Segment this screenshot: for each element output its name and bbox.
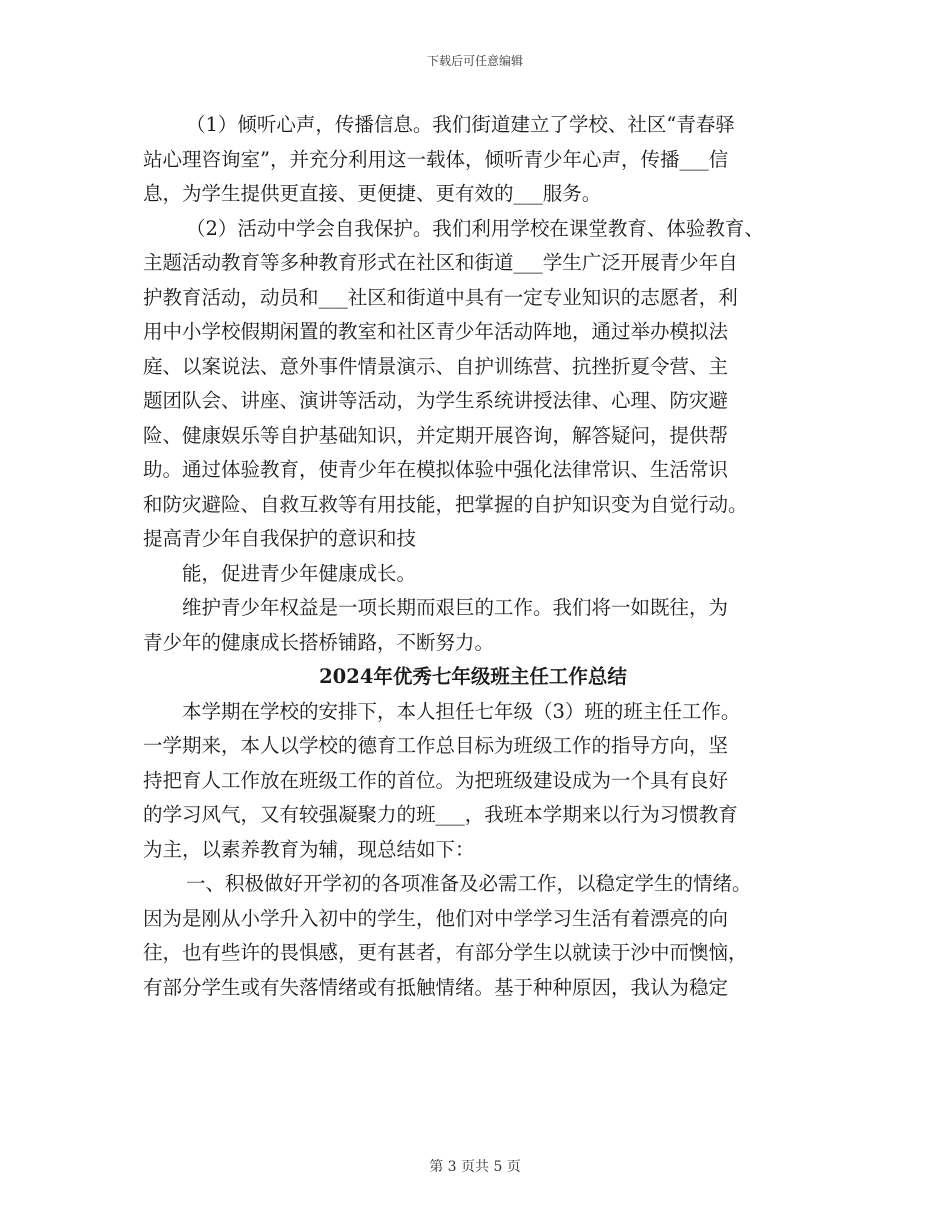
page-header: 下载后可任意编辑 [426, 54, 523, 68]
paragraph-line: 的学习风气，又有较强凝聚力的班___，我班本学期来以行为习惯教育 [143, 803, 738, 826]
page-footer: 第 3 页共 5 页 [429, 1159, 521, 1175]
paragraph-line: 能，促进青少年健康成长。 [182, 561, 417, 585]
paragraph-line: 站心理咨询室”，并充分利用这一载体，倾听青少年心声，传播___信 [143, 147, 729, 171]
paragraph-line: 因为是刚从小学升入初中的学生，他们对中学学习生活有着漂亮的向 [143, 906, 729, 930]
paragraph-line: 主题活动教育等多种教育形式在社区和街道___学生广泛开展青少年自 [143, 251, 738, 274]
paragraph-line: 护教育活动，动员和___社区和街道中具有一定专业知识的志愿者，利 [143, 285, 738, 309]
paragraph-line: 有部分学生或有失落情绪或有抵触情绪。基于种种原因，我认为稳定 [143, 975, 729, 999]
paragraph-line: 青少年的健康成长搭桥铺路，不断努力。 [143, 630, 495, 654]
paragraph-line: 为主，以素养教育为辅，现总结如下： [143, 837, 475, 861]
paragraph-line: 险、健康娱乐等自护基础知识，并定期开展咨询，解答疑问，提供帮 [143, 423, 729, 447]
paragraph-line: （2）活动中学会自我保护。我们利用学校在课堂教育、体验教育、 [186, 216, 764, 240]
section-title: 2024年优秀七年级班主任工作总结 [319, 665, 627, 688]
paragraph-line: 用中小学校假期闲置的教室和社区青少年活动阵地，通过举办模拟法 [143, 320, 729, 343]
paragraph-line: 题团队会、讲座、演讲等活动，为学生系统讲授法律、心理、防灾避 [143, 389, 729, 412]
paragraph-line: （1）倾听心声，传播信息。我们街道建立了学校、社区“青春驿 [186, 113, 735, 136]
paragraph-line: 庭、以案说法、意外事件情景演示、自护训练营、抗挫折夏令营、主 [143, 354, 729, 378]
paragraph-line: 一、积极做好开学初的各项准备及必需工作，以稳定学生的情绪。 [186, 872, 752, 895]
paragraph-line: 提高青少年自我保护的意识和技 [143, 527, 417, 550]
paragraph-line: 息，为学生提供更直接、更便捷、更有效的___服务。 [143, 182, 602, 205]
paragraph-line: 维护青少年权益是一项长期而艰巨的工作。我们将一如既往，为 [182, 596, 729, 619]
paragraph-line: 助。通过体验教育，使青少年在模拟体验中强化法律常识、生活常识 [143, 458, 729, 481]
paragraph-line: 持把育人工作放在班级工作的首位。为把班级建设成为一个具有良好 [143, 768, 729, 792]
paragraph-line: 和防灾避险、自救互救等有用技能，把掌握的自护知识变为自觉行动。 [143, 492, 748, 516]
document-body [143, 108, 803, 1005]
paragraph-line: 本学期在学校的安排下，本人担任七年级（3）班的班主任工作。 [182, 699, 741, 723]
paragraph-line: 往，也有些许的畏惧感，更有甚者，有部分学生以就读于沙中而懊恼， [143, 941, 748, 964]
paragraph-line: 一学期来，本人以学校的德育工作总目标为班级工作的指导方向，坚 [143, 734, 729, 757]
